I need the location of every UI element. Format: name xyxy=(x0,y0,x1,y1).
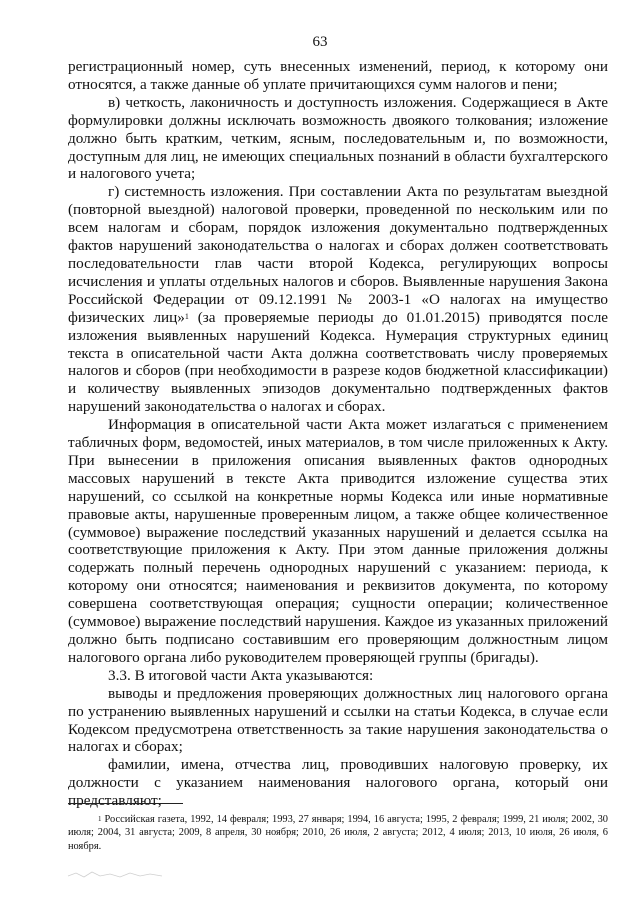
paragraph-systematic xyxy=(68,183,608,416)
paragraph-information: Информация в описательной части Акта может излагаться с применением табличных форм, ведомостей, иных материалов, в том числе приложенных к Акту. При вынесении в приложения описания выявленных фактов однородных массовых нарушений в тексте Акта приводится изложение существа этих нарушений, со ссылкой на конкретные нормы Кодекса или иные нормативные правовые акты, нарушенные проверенным лицом, а также общее количественное (суммовое) выражение последствий указанных нарушений и делается ссылка на соответствующие приложения к Акту. При этом данные приложения должны содержать полный перечень однородных нарушений с указанием: периода, к которому они относятся; наименования и реквизитов документа, по которому совершена соответствующая операция; сущности операции; количественное (суммовое) выражение последствий нарушения. Каждое из указанных приложений должно быть подписано составившим его проверяющим должностным лицом налогового органа либо руководителем проверяющей группы (бригады). xyxy=(68,416,608,666)
footnote-reference[interactable]: 1 xyxy=(184,311,189,321)
document-body xyxy=(68,58,608,810)
paragraph-registration-continuation: регистрационный номер, суть внесенных изменений, период, к которому они относятся, а также данные об уплате причитающихся сумм налогов и пени; xyxy=(68,58,608,93)
scan-stamp-mark xyxy=(66,868,166,880)
paragraph-conclusions: выводы и предложения проверяющих должностных лиц налогового органа по устранению выявленных нарушений и ссылки на статьи Кодекса, в случае если Кодексом предусмотрена ответственность за такие нарушения законодательства о налогах и сборах; xyxy=(68,684,608,756)
footnote-text: Российская газета, 1992, 14 февраля; 1993, 27 января; 1994, 16 августа; 1995, 2 февраля; 1999, 21 июля; 2002, 30 июля; 2004, 31 августа; 2009, 8 апреля, 30 ноября; 2010, 26 июля, 2 августа; 2012, 4 июля; 2013, 10 июля, 26 июля, 6 ноября. xyxy=(68,814,608,852)
footnote-separator xyxy=(68,803,183,804)
paragraph-systematic-part2: (за проверяемые периоды до 01.01.2015) приводятся после изложения выявленных нарушений Кодекса. Нумерация структурных единиц текста в описательной части Акта должна соответствовать числу проверяемых налогов и сборов (при необходимости в разрезе кодов бюджетной классификации) и количеству выявленных эпизодов документально подтвержденных фактов нарушений законодательства о налогах и сборах. xyxy=(68,308,609,416)
page-number: 63 xyxy=(312,34,328,50)
footnote xyxy=(68,813,608,853)
paragraph-inspectors: фамилии, имена, отчества лиц, проводивших налоговую проверку, их должности с указанием наименования налогового органа, который они представляют; xyxy=(68,756,608,810)
footnote-marker: 1 xyxy=(98,815,102,823)
section-heading-3-3: 3.3. В итоговой части Акта указываются: xyxy=(108,666,374,684)
paragraph-systematic-part1: г) системность изложения. При составлении Акта по результатам выездной (повторной выездной) налоговой проверки, проведенной по нескольким или по всем налогам и сборам, порядок изложения документально подтвержденных фактов нарушений законодательства о налогах и сборах должен соответствовать последовательности глав части второй Кодекса, регулирующих вопросы исчисления и уплаты отдельных налогов и сборов. Выявленные нарушения Закона Российской Федерации от 09.12.1991 № 2003-1 «О налогах на имущество физических лиц» xyxy=(68,183,608,326)
paragraph-clarity: в) четкость, лаконичность и доступность изложения. Содержащиеся в Акте формулировки должны исключать возможность двоякого толкования; изложение должно быть кратким, четким, ясным, последовательным и, по возможности, доступным для лиц, не имеющих специальных познаний в области бухгалтерского и налогового учета; xyxy=(68,93,608,183)
